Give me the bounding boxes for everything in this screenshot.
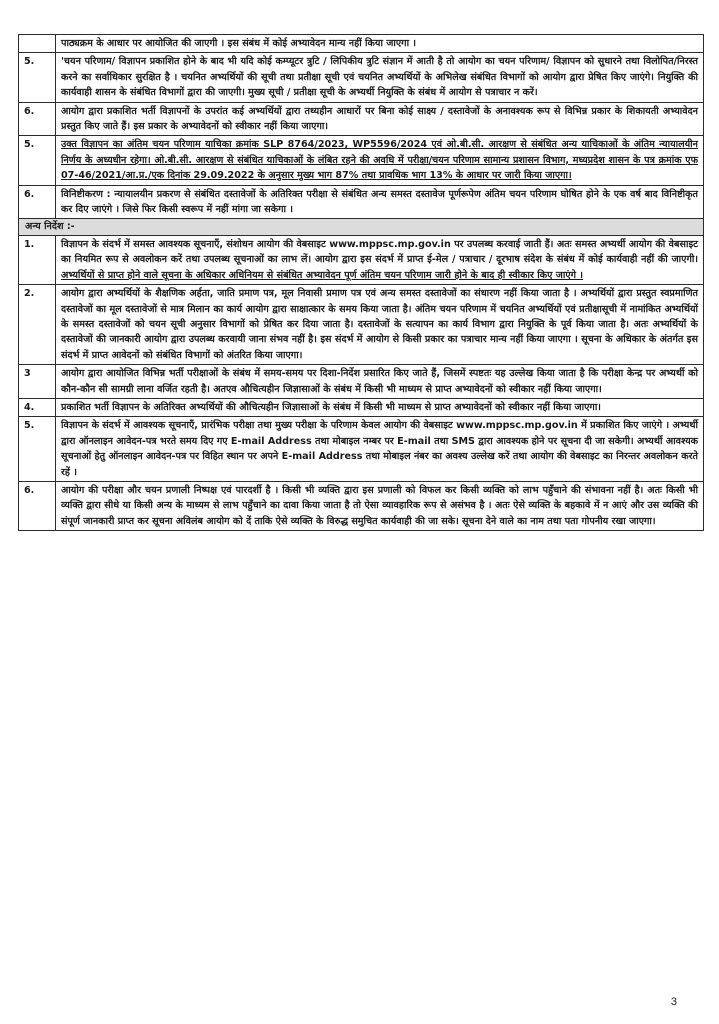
instruction-number: 5. xyxy=(19,417,56,482)
section-title: अन्य निर्देश :- xyxy=(19,219,704,235)
clause-number: 6. xyxy=(19,102,56,136)
clause-text: विनिष्टीकरण : न्यायालयीन प्रकरण से संबंधित दस्तावेजों के अतिरिक्त परीक्षा से संबंधित अन्य समस्त दस्तावेज पूर्णरूपेण अंतिम चयन परिणाम घोषित होने के एक वर्ष बाद विनिष्टीकृत कर दिए जाएंगे । जिसे फिर किसी स्वरूप में नहीं मांगा जा सकेगा । xyxy=(56,185,704,219)
instruction-text: प्रकाशित भर्ती विज्ञापन के अतिरिक्त अभ्यर्थियों की औचित्यहीन जिज्ञासाओं के संबंध में किसी भी माध्यम से प्राप्त अभ्यावेदनों को स्वीकार नहीं किया जाएगा। xyxy=(56,398,704,416)
table-row xyxy=(19,365,704,399)
section-header-row xyxy=(19,219,704,235)
clause-number: 5. xyxy=(19,53,56,102)
table-row xyxy=(19,136,704,185)
table-row xyxy=(19,53,704,102)
table-row xyxy=(19,35,704,53)
clause-text: आयोग द्वारा प्रकाशित भर्ती विज्ञापनों के उपरांत कई अभ्यर्थियों द्वारा तथ्यहीन आधारों पर बिना कोई साक्ष्य / दस्तावेजों के अनावश्यक रूप से विभिन्न प्रकार के शिकायती अभ्यावेदन प्रस्तुत किए जाते हैं। इस प्रकार के अभ्यावेदनों को स्वीकार नहीं किया जाएगा। xyxy=(56,102,704,136)
instruction-number: 4. xyxy=(19,398,56,416)
instruction-number: 1. xyxy=(19,235,56,284)
instructions-table xyxy=(18,34,704,531)
instruction-number: 2. xyxy=(19,285,56,365)
clause-number xyxy=(19,35,56,53)
instruction-text: आयोग द्वारा आयोजित विभिन्न भर्ती परीक्षाओं के संबंध में समय-समय पर दिशा-निर्देश प्रसारित किए जाते हैं, जिसमें स्पष्टतः यह उल्लेख किया जाता है कि परीक्षा केन्द्र पर अभ्यर्थी को कौन-कौन सी सामग्री लाना वर्जित रहती है। अतएव औचित्यहीन जिज्ञासाओं के संबंध में किसी भी माध्यम से प्राप्त अभ्यावेदनों को स्वीकार नहीं किया जाएगा। xyxy=(56,365,704,399)
instruction-text-underlined: अभ्यर्थियों से प्राप्त होने वाले सूचना के अधिकार अधिनियम से संबंधित अभ्यावेदन पूर्ण अंतिम चयन परिणाम जारी होने के बाद ही स्वीकार किए जाएंगे । xyxy=(61,269,584,281)
table-row xyxy=(19,102,704,136)
table-row xyxy=(19,417,704,482)
clause-number: 6. xyxy=(19,185,56,219)
table-row xyxy=(19,285,704,365)
instruction-text: आयोग द्वारा अभ्यर्थियों के शैक्षणिक अर्हता, जाति प्रमाण पत्र, मूल निवासी प्रमाण पत्र एवं अन्य समस्त दस्तावेजों का संधारण नहीं किया जाता है । अभ्यर्थियों द्वारा प्रस्तुत स्वप्रमाणित दस्तावेजों का मूल दस्तावेजों से मात्र मिलान का कार्य आयोग द्वारा साक्षात्कार के समय किया जाता है। अंतिम चयन परिणाम में चयनित अभ्यर्थियों एवं प्रतीक्षासूची में नामांकित अभ्यर्थियों के समस्त दस्तावेजों को चयन सूची अनुसार विभागों को प्रेषित कर दिया जाता है। दस्तावेजों के सत्यापन का कार्य विभाग द्वारा नियुक्ति के पूर्व किया जाता है। अतः अभ्यर्थियों के दस्तावेजों की जानकारी आयोग द्वारा उपलब्ध करवायी जाना संभव नहीं है। इस संदर्भ में आयोग से किसी प्रकार का पत्राचार मान्य नहीं किया जाएगा । सूचना के अधिकार के अंतर्गत इस संदर्भ में प्राप्त आवेदनों को संबंधित विभागों को अंतरित किया जाएगा। xyxy=(56,285,704,365)
instruction-text: आयोग की परीक्षा और चयन प्रणाली निष्पक्ष एवं पारदर्शी है । किसी भी व्यक्ति द्वारा इस प्रणाली को विफल कर किसी व्यक्ति को लाभ पहुँचाने की संभावना नहीं है। अतः किसी भी व्यक्ति द्वारा सीधे या किसी अन्य के माध्यम से लाभ पहुँचाने का दावा किया जाता है तो ऐसा व्यावहारिक रूप से असंभव है । अतः ऐसे व्यक्ति के बहकावे में न आएं और उस व्यक्ति की संपूर्ण जानकारी प्राप्त कर सूचना अविलंब आयोग को दें ताकि ऐसे व्यक्ति के विरुद्ध समुचित कार्यवाही की जा सके। सूचना देने वाले का नाम तथा पता गोपनीय रखा जाएगा। xyxy=(56,481,704,530)
instruction-text xyxy=(56,235,704,284)
instruction-text: विज्ञापन के संदर्भ में आवश्यक सूचनाएँ, प्रारंभिक परीक्षा तथा मुख्य परीक्षा के परिणाम केवल आयोग की वेबसाइट www.mppsc.mp.gov.in में प्रकाशित किए जाएंगे । अभ्यर्थी द्वारा ऑनलाइन आवेदन-पत्र भरते समय दिए गए E-mail Address तथा मोबाइल नम्बर पर E-mail तथा SMS द्वारा आवश्यक होने पर सूचना दी जा सकेगी। अभ्यर्थी आवश्यक सूचनाओं हेतु ऑनलाइन आवेदन-पत्र पर विहित स्थान पर अपने E-mail Address तथा मोबाइल नंबर का अवश्य उल्लेख करें तथा आयोग की वेबसाइट का निरन्तर अवलोकन करते रहें । xyxy=(56,417,704,482)
table-row xyxy=(19,481,704,530)
clause-number: 5. xyxy=(19,136,56,185)
instruction-number: 6. xyxy=(19,481,56,530)
top-fragment: पाठ्यक्रम के आधार पर आयोजित की जाएगी । इस संबंध में कोई अभ्यावेदन मान्य नहीं किया जाएगा । xyxy=(56,35,704,53)
document-page xyxy=(18,34,704,531)
instruction-number: 3 xyxy=(19,365,56,399)
table-row xyxy=(19,398,704,416)
page-number: 3 xyxy=(670,996,677,1008)
clause-text: 'चयन परिणाम/ विज्ञापन प्रकाशित होने के बाद भी यदि कोई कम्प्यूटर त्रुटि / लिपिकीय त्रुटि संज्ञान में आती है तो आयोग का चयन परिणाम/ विज्ञापन को सुधारने तथा विलोपित/निरस्त करने का सर्वाधिकार सुरक्षित है । चयनित अभ्यर्थियों की सूची तथा प्रतीक्षा सूची एवं चयनित अभ्यर्थियों के अभिलेख संबंधित विभागों को आयोग द्वारा प्रेषित किए जाएंगे। नियुक्ति की कार्यवाही शासन के संबंधित विभागों द्वारा की जाएगी। मुख्य सूची / प्रतीक्षा सूची के अभ्यर्थी नियुक्ति के संबंध में आयोग से पत्राचार न करें। xyxy=(56,53,704,102)
table-row xyxy=(19,235,704,284)
table-row xyxy=(19,185,704,219)
instruction-text-part: विज्ञापन के संदर्भ में समस्त आवश्यक सूचनाएँ, संशोधन आयोग की वेबसाइट www.mppsc.mp.gov.in पर उपलब्ध करवाई जाती हैं। अतः समस्त अभ्यर्थी आयोग की वेबसाइट का नियमित रूप से अवलोकन करें तथा उपलब्ध सूचनाओं का लाभ लें। आयोग द्वारा इस संदर्भ में प्राप्त ई-मेल / पत्राचार / दूरभाष संदेश के संबंध में कोई कार्यवाही नहीं की जाएगी। xyxy=(61,238,698,266)
clause-text-underlined: उक्त विज्ञापन का अंतिम चयन परिणाम याचिका क्रमांक SLP 8764/2023, WP5596/2024 एवं ओ.बी.सी. आरक्षण से संबंधित अन्य याचिकाओं के अंतिम न्यायालयीन निर्णय के अध्यधीन रहेगा। ओ.बी.सी. आरक्षण से संबंधित याचिकाओं के लंबित रहने की अवधि में परीक्षा/चयन परिणाम सामान्य प्रशासन विभाग, मध्यप्रदेश शासन के पत्र क्रमांक एफ 07-46/2021/आ.प्र./एक दिनांक 29.09.2022 के अनुसार मुख्य भाग 87% तथा प्रावधिक भाग 13% के आधार पर जारी किया जाएगा। xyxy=(56,136,704,185)
